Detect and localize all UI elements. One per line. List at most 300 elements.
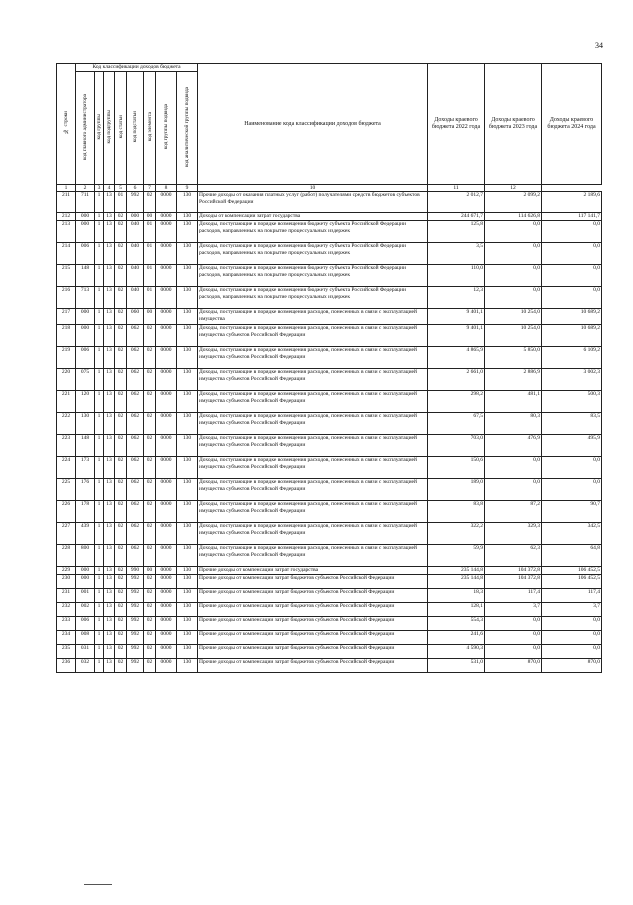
article-code: 02 xyxy=(115,265,127,287)
admin-code: 800 xyxy=(76,545,95,567)
group-code: 1 xyxy=(95,545,104,567)
amount-2023: 2 099,2 xyxy=(485,192,542,213)
row-number: 229 xyxy=(57,567,76,575)
admin-code: 130 xyxy=(76,413,95,435)
element-code: 01 xyxy=(144,265,156,287)
article-code: 02 xyxy=(115,617,127,631)
revenue-name: Доходы, поступающие в порядке возмещения расходов, понесенных в связи с эксплуатацией имущества субъектов Российской Федерации xyxy=(198,545,428,567)
row-number: 234 xyxy=(57,631,76,645)
amount-2023: 0,0 xyxy=(485,645,542,659)
admin-code: 000 xyxy=(76,567,95,575)
element-code: 01 xyxy=(144,287,156,309)
analytic-group-code: 130 xyxy=(177,589,198,603)
amount-2024: 10 689,2 xyxy=(542,309,602,325)
group-code: 1 xyxy=(95,617,104,631)
article-code: 02 xyxy=(115,413,127,435)
element-code: 02 xyxy=(144,413,156,435)
element-code: 00 xyxy=(144,309,156,325)
admin-code: 006 xyxy=(76,243,95,265)
subgroup-code: 13 xyxy=(104,603,115,617)
analytic-group-code: 130 xyxy=(177,435,198,457)
article-code: 02 xyxy=(115,457,127,479)
amount-2023: 0,0 xyxy=(485,479,542,501)
table-row xyxy=(57,435,602,457)
element-code: 02 xyxy=(144,659,156,673)
article-code: 02 xyxy=(115,213,127,221)
group-code: 1 xyxy=(95,265,104,287)
table-row xyxy=(57,479,602,501)
group-code: 1 xyxy=(95,347,104,369)
table-row xyxy=(57,192,602,213)
row-number: 211 xyxy=(57,192,76,213)
analytic-group-code: 130 xyxy=(177,457,198,479)
analytic-group-code: 130 xyxy=(177,413,198,435)
subgroup-code: 13 xyxy=(104,567,115,575)
table-row xyxy=(57,325,602,347)
analytic-group-code: 130 xyxy=(177,631,198,645)
subarticle-code: 062 xyxy=(127,545,144,567)
revenue-name: Прочие доходы от компенсации затрат бюджетов субъектов Российской Федерации xyxy=(198,617,428,631)
amount-2023: 0,0 xyxy=(485,631,542,645)
row-number: 233 xyxy=(57,617,76,631)
analytic-group-code: 130 xyxy=(177,287,198,309)
article-code: 02 xyxy=(115,545,127,567)
article-code: 02 xyxy=(115,645,127,659)
group-code: 1 xyxy=(95,589,104,603)
article-code: 02 xyxy=(115,501,127,523)
column-number: 1 xyxy=(57,185,76,192)
element-code: 02 xyxy=(144,545,156,567)
amount-2022: 235 144,8 xyxy=(428,567,485,575)
analytic-group-code: 130 xyxy=(177,617,198,631)
subgroup-code: 13 xyxy=(104,413,115,435)
article-code: 02 xyxy=(115,523,127,545)
amount-2023: 87,2 xyxy=(485,501,542,523)
row-number: 221 xyxy=(57,391,76,413)
subarticle-code: 062 xyxy=(127,457,144,479)
article-code: 02 xyxy=(115,391,127,413)
admin-code: 002 xyxy=(76,603,95,617)
table-row xyxy=(57,213,602,221)
program-group-code: 0000 xyxy=(156,435,177,457)
revenue-name: Доходы от компенсации затрат государства xyxy=(198,213,428,221)
article-code: 02 xyxy=(115,369,127,391)
element-code: 01 xyxy=(144,221,156,243)
element-code: 02 xyxy=(144,631,156,645)
amount-2023: 870,0 xyxy=(485,659,542,673)
program-group-code: 0000 xyxy=(156,645,177,659)
amount-2023: 62,3 xyxy=(485,545,542,567)
table-row xyxy=(57,501,602,523)
group-code: 1 xyxy=(95,243,104,265)
column-number: 8 xyxy=(156,185,177,192)
row-number: 220 xyxy=(57,369,76,391)
row-number: 218 xyxy=(57,325,76,347)
revenue-name: Доходы, поступающие в порядке возмещения бюджету субъекта Российской Федерации расходов, направленных на покрытие процессуальных издержек xyxy=(198,265,428,287)
row-number: 213 xyxy=(57,221,76,243)
amount-2022: 2 012,7 xyxy=(428,192,485,213)
amount-2022: 3,5 xyxy=(428,243,485,265)
row-number: 227 xyxy=(57,523,76,545)
subarticle-code: 992 xyxy=(127,617,144,631)
amount-2022: 322,2 xyxy=(428,523,485,545)
group-code: 1 xyxy=(95,501,104,523)
admin-code: 075 xyxy=(76,369,95,391)
amount-2023: 5 850,0 xyxy=(485,347,542,369)
subarticle-code: 062 xyxy=(127,325,144,347)
subgroup-code: 13 xyxy=(104,631,115,645)
amount-2022: 125,8 xyxy=(428,221,485,243)
amount-2024: 83,5 xyxy=(542,413,602,435)
article-code: 02 xyxy=(115,567,127,575)
row-number: 224 xyxy=(57,457,76,479)
admin-code: 000 xyxy=(76,309,95,325)
column-number: 5 xyxy=(115,185,127,192)
group-code: 1 xyxy=(95,309,104,325)
analytic-group-code: 130 xyxy=(177,567,198,575)
subgroup-code: 13 xyxy=(104,391,115,413)
element-code: 02 xyxy=(144,617,156,631)
program-group-code: 0000 xyxy=(156,265,177,287)
analytic-group-code: 130 xyxy=(177,479,198,501)
article-code: 02 xyxy=(115,631,127,645)
amount-2024: 106 452,5 xyxy=(542,575,602,589)
program-group-code: 0000 xyxy=(156,603,177,617)
amount-2022: 235 144,8 xyxy=(428,575,485,589)
amount-2022: 12,3 xyxy=(428,287,485,309)
article-code: 02 xyxy=(115,479,127,501)
row-number: 212 xyxy=(57,213,76,221)
subarticle-code: 000 xyxy=(127,213,144,221)
program-group-code: 0000 xyxy=(156,309,177,325)
subarticle-code: 992 xyxy=(127,575,144,589)
program-group-code: 0000 xyxy=(156,221,177,243)
revenue-name: Доходы, поступающие в порядке возмещения расходов, понесенных в связи с эксплуатацией имущества субъектов Российской Федерации xyxy=(198,347,428,369)
program-group-code: 0000 xyxy=(156,501,177,523)
table-body xyxy=(57,192,602,673)
group-code: 1 xyxy=(95,192,104,213)
subarticle-code: 062 xyxy=(127,435,144,457)
amount-2022: 150,6 xyxy=(428,457,485,479)
amount-2023: 3,7 xyxy=(485,603,542,617)
table-row xyxy=(57,391,602,413)
amount-2022: 241,6 xyxy=(428,631,485,645)
row-number: 217 xyxy=(57,309,76,325)
amount-2024: 0,0 xyxy=(542,617,602,631)
column-number: 2 xyxy=(76,185,95,192)
subarticle-code: 062 xyxy=(127,479,144,501)
header-row-number: № строки xyxy=(57,64,76,185)
program-group-code: 0000 xyxy=(156,325,177,347)
amount-2024: 0,0 xyxy=(542,645,602,659)
analytic-group-code: 130 xyxy=(177,213,198,221)
amount-2024: 870,0 xyxy=(542,659,602,673)
table-row xyxy=(57,287,602,309)
group-code: 1 xyxy=(95,213,104,221)
amount-2024: 2 189,6 xyxy=(542,192,602,213)
subgroup-code: 13 xyxy=(104,213,115,221)
subarticle-code: 060 xyxy=(127,309,144,325)
table-row xyxy=(57,221,602,243)
subarticle-code: 992 xyxy=(127,603,144,617)
amount-2024: 0,0 xyxy=(542,457,602,479)
group-code: 1 xyxy=(95,631,104,645)
header-article-code: код статьи xyxy=(115,72,127,185)
column-number: 12 xyxy=(485,185,542,192)
amount-2024: 0,0 xyxy=(542,631,602,645)
group-code: 1 xyxy=(95,659,104,673)
amount-2023: 104 372,8 xyxy=(485,575,542,589)
column-number: 10 xyxy=(198,185,428,192)
program-group-code: 0000 xyxy=(156,523,177,545)
group-code: 1 xyxy=(95,369,104,391)
admin-code: 006 xyxy=(76,617,95,631)
table-row xyxy=(57,631,602,645)
table-row xyxy=(57,545,602,567)
analytic-group-code: 130 xyxy=(177,545,198,567)
article-code: 02 xyxy=(115,575,127,589)
subarticle-code: 992 xyxy=(127,645,144,659)
amount-2024: 0,0 xyxy=(542,243,602,265)
amount-2022: 2 661,0 xyxy=(428,369,485,391)
admin-code: 439 xyxy=(76,523,95,545)
subgroup-code: 13 xyxy=(104,325,115,347)
header-program-group-code: код группы подвида xyxy=(156,72,177,185)
article-code: 02 xyxy=(115,659,127,673)
group-code: 1 xyxy=(95,567,104,575)
amount-2024: 106 452,5 xyxy=(542,567,602,575)
revenue-name: Прочие доходы от компенсации затрат бюджетов субъектов Российской Федерации xyxy=(198,603,428,617)
program-group-code: 0000 xyxy=(156,213,177,221)
admin-code: 000 xyxy=(76,221,95,243)
subgroup-code: 13 xyxy=(104,287,115,309)
program-group-code: 0000 xyxy=(156,617,177,631)
analytic-group-code: 130 xyxy=(177,369,198,391)
revenue-name: Прочие доходы от компенсации затрат бюджетов субъектов Российской Федерации xyxy=(198,659,428,673)
element-code: 02 xyxy=(144,435,156,457)
subarticle-code: 062 xyxy=(127,391,144,413)
subgroup-code: 13 xyxy=(104,479,115,501)
revenue-name: Прочие доходы от компенсации затрат бюджетов субъектов Российской Федерации xyxy=(198,589,428,603)
program-group-code: 0000 xyxy=(156,347,177,369)
amount-2023: 10 254,0 xyxy=(485,309,542,325)
row-number: 219 xyxy=(57,347,76,369)
subgroup-code: 13 xyxy=(104,265,115,287)
amount-2022: 9 401,1 xyxy=(428,325,485,347)
table-row xyxy=(57,369,602,391)
program-group-code: 0000 xyxy=(156,479,177,501)
subgroup-code: 13 xyxy=(104,523,115,545)
row-number: 222 xyxy=(57,413,76,435)
amount-2022: 298,2 xyxy=(428,391,485,413)
revenue-name: Прочие доходы от компенсации затрат бюджетов субъектов Российской Федерации xyxy=(198,645,428,659)
amount-2024: 495,9 xyxy=(542,435,602,457)
admin-code: 000 xyxy=(76,213,95,221)
row-number: 231 xyxy=(57,589,76,603)
header-2022: Доходы краевого бюджета 2022 года xyxy=(428,64,485,185)
article-code: 02 xyxy=(115,325,127,347)
analytic-group-code: 130 xyxy=(177,347,198,369)
analytic-group-code: 130 xyxy=(177,523,198,545)
subgroup-code: 13 xyxy=(104,545,115,567)
program-group-code: 0000 xyxy=(156,631,177,645)
header-2024: Доходы краевого бюджета 2024 года xyxy=(542,64,602,185)
amount-2024: 64,8 xyxy=(542,545,602,567)
table-row xyxy=(57,309,602,325)
amount-2022: 110,0 xyxy=(428,265,485,287)
table-row xyxy=(57,645,602,659)
analytic-group-code: 130 xyxy=(177,221,198,243)
program-group-code: 0000 xyxy=(156,192,177,213)
header-subarticle-code: код подстатьи xyxy=(127,72,144,185)
admin-code: 178 xyxy=(76,501,95,523)
subgroup-code: 13 xyxy=(104,645,115,659)
element-code: 02 xyxy=(144,589,156,603)
amount-2024: 117 141,7 xyxy=(542,213,602,221)
table-row xyxy=(57,413,602,435)
row-number: 225 xyxy=(57,479,76,501)
program-group-code: 0000 xyxy=(156,457,177,479)
row-number: 214 xyxy=(57,243,76,265)
subgroup-code: 13 xyxy=(104,309,115,325)
amount-2022: 244 671,7 xyxy=(428,213,485,221)
subarticle-code: 062 xyxy=(127,369,144,391)
revenue-name: Доходы, поступающие в порядке возмещения расходов, понесенных в связи с эксплуатацией имущества xyxy=(198,309,428,325)
admin-code: 711 xyxy=(76,192,95,213)
analytic-group-code: 130 xyxy=(177,603,198,617)
subarticle-code: 992 xyxy=(127,589,144,603)
revenue-name: Доходы, поступающие в порядке возмещения бюджету субъекта Российской Федерации расходов, направленных на покрытие процессуальных издержек xyxy=(198,287,428,309)
amount-2022: 4 590,3 xyxy=(428,645,485,659)
revenue-name: Доходы, поступающие в порядке возмещения бюджету субъекта Российской Федерации расходов, направленных на покрытие процессуальных издержек xyxy=(198,243,428,265)
program-group-code: 0000 xyxy=(156,413,177,435)
element-code: 02 xyxy=(144,192,156,213)
amount-2023: 0,0 xyxy=(485,457,542,479)
revenue-name: Прочие доходы от компенсации затрат государства xyxy=(198,567,428,575)
subgroup-code: 13 xyxy=(104,192,115,213)
subarticle-code: 062 xyxy=(127,501,144,523)
table-row xyxy=(57,659,602,673)
amount-2023: 329,3 xyxy=(485,523,542,545)
group-code: 1 xyxy=(95,325,104,347)
admin-code: 001 xyxy=(76,589,95,603)
subgroup-code: 13 xyxy=(104,435,115,457)
table-row xyxy=(57,243,602,265)
subarticle-code: 040 xyxy=(127,287,144,309)
header-subgroup-code: код подгруппы xyxy=(104,72,115,185)
admin-code: 148 xyxy=(76,435,95,457)
header-2023: Доходы краевого бюджета 2023 года xyxy=(485,64,542,185)
amount-2023: 0,0 xyxy=(485,265,542,287)
amount-2023: 80,3 xyxy=(485,413,542,435)
amount-2023: 481,1 xyxy=(485,391,542,413)
amount-2022: 59,9 xyxy=(428,545,485,567)
admin-code: 006 xyxy=(76,347,95,369)
revenue-name: Доходы, поступающие в порядке возмещения расходов, понесенных в связи с эксплуатацией имущества субъектов Российской Федерации xyxy=(198,435,428,457)
revenue-name: Доходы, поступающие в порядке возмещения расходов, понесенных в связи с эксплуатацией имущества субъектов Российской Федерации xyxy=(198,457,428,479)
element-code: 02 xyxy=(144,457,156,479)
revenue-name: Доходы, поступающие в порядке возмещения расходов, понесенных в связи с эксплуатацией имущества субъектов Российской Федерации xyxy=(198,501,428,523)
amount-2023: 0,0 xyxy=(485,243,542,265)
article-code: 02 xyxy=(115,309,127,325)
admin-code: 008 xyxy=(76,631,95,645)
header-name: Наименование кода классификации доходов бюджета xyxy=(198,64,428,185)
amount-2024: 3 002,3 xyxy=(542,369,602,391)
amount-2024: 0,0 xyxy=(542,265,602,287)
amount-2024: 10 689,2 xyxy=(542,325,602,347)
row-number: 236 xyxy=(57,659,76,673)
subgroup-code: 13 xyxy=(104,659,115,673)
element-code: 02 xyxy=(144,369,156,391)
analytic-group-code: 130 xyxy=(177,575,198,589)
subgroup-code: 13 xyxy=(104,347,115,369)
amount-2022: 18,3 xyxy=(428,589,485,603)
amount-2024: 0,0 xyxy=(542,287,602,309)
article-code: 01 xyxy=(115,192,127,213)
revenue-name: Прочие доходы от оказания платных услуг (работ) получателями средств бюджетов субъектов Российской Федерации xyxy=(198,192,428,213)
row-number: 232 xyxy=(57,603,76,617)
amount-2024: 3,7 xyxy=(542,603,602,617)
row-number: 228 xyxy=(57,545,76,567)
amount-2022: 67,5 xyxy=(428,413,485,435)
revenue-name: Доходы, поступающие в порядке возмещения расходов, понесенных в связи с эксплуатацией имущества субъектов Российской Федерации xyxy=(198,413,428,435)
amount-2023: 104 372,8 xyxy=(485,567,542,575)
element-code: 02 xyxy=(144,501,156,523)
amount-2022: 189,0 xyxy=(428,479,485,501)
amount-2023: 114 626,8 xyxy=(485,213,542,221)
row-number: 215 xyxy=(57,265,76,287)
column-number: 9 xyxy=(177,185,198,192)
subarticle-code: 992 xyxy=(127,192,144,213)
program-group-code: 0000 xyxy=(156,287,177,309)
column-number: 4 xyxy=(104,185,115,192)
analytic-group-code: 130 xyxy=(177,265,198,287)
subarticle-code: 062 xyxy=(127,523,144,545)
subgroup-code: 13 xyxy=(104,457,115,479)
revenue-name: Прочие доходы от компенсации затрат бюджетов субъектов Российской Федерации xyxy=(198,631,428,645)
amount-2022: 128,1 xyxy=(428,603,485,617)
table-row xyxy=(57,523,602,545)
article-code: 02 xyxy=(115,347,127,369)
program-group-code: 0000 xyxy=(156,369,177,391)
table-row xyxy=(57,265,602,287)
element-code: 02 xyxy=(144,325,156,347)
row-number: 216 xyxy=(57,287,76,309)
group-code: 1 xyxy=(95,479,104,501)
group-code: 1 xyxy=(95,221,104,243)
analytic-group-code: 130 xyxy=(177,391,198,413)
subarticle-code: 040 xyxy=(127,243,144,265)
row-number: 226 xyxy=(57,501,76,523)
amount-2024: 500,3 xyxy=(542,391,602,413)
amount-2023: 0,0 xyxy=(485,287,542,309)
amount-2023: 117,4 xyxy=(485,589,542,603)
table-row xyxy=(57,603,602,617)
analytic-group-code: 130 xyxy=(177,243,198,265)
footer-divider xyxy=(84,884,112,885)
subgroup-code: 13 xyxy=(104,501,115,523)
amount-2022: 554,3 xyxy=(428,617,485,631)
program-group-code: 0000 xyxy=(156,545,177,567)
subgroup-code: 13 xyxy=(104,369,115,391)
row-number: 230 xyxy=(57,575,76,589)
group-code: 1 xyxy=(95,603,104,617)
column-number: 3 xyxy=(95,185,104,192)
element-code: 02 xyxy=(144,347,156,369)
revenue-name: Доходы, поступающие в порядке возмещения расходов, понесенных в связи с эксплуатацией имущества субъектов Российской Федерации xyxy=(198,523,428,545)
revenue-name: Доходы, поступающие в порядке возмещения расходов, понесенных в связи с эксплуатацией имущества субъектов Российской Федерации xyxy=(198,391,428,413)
column-number-row xyxy=(57,185,602,192)
